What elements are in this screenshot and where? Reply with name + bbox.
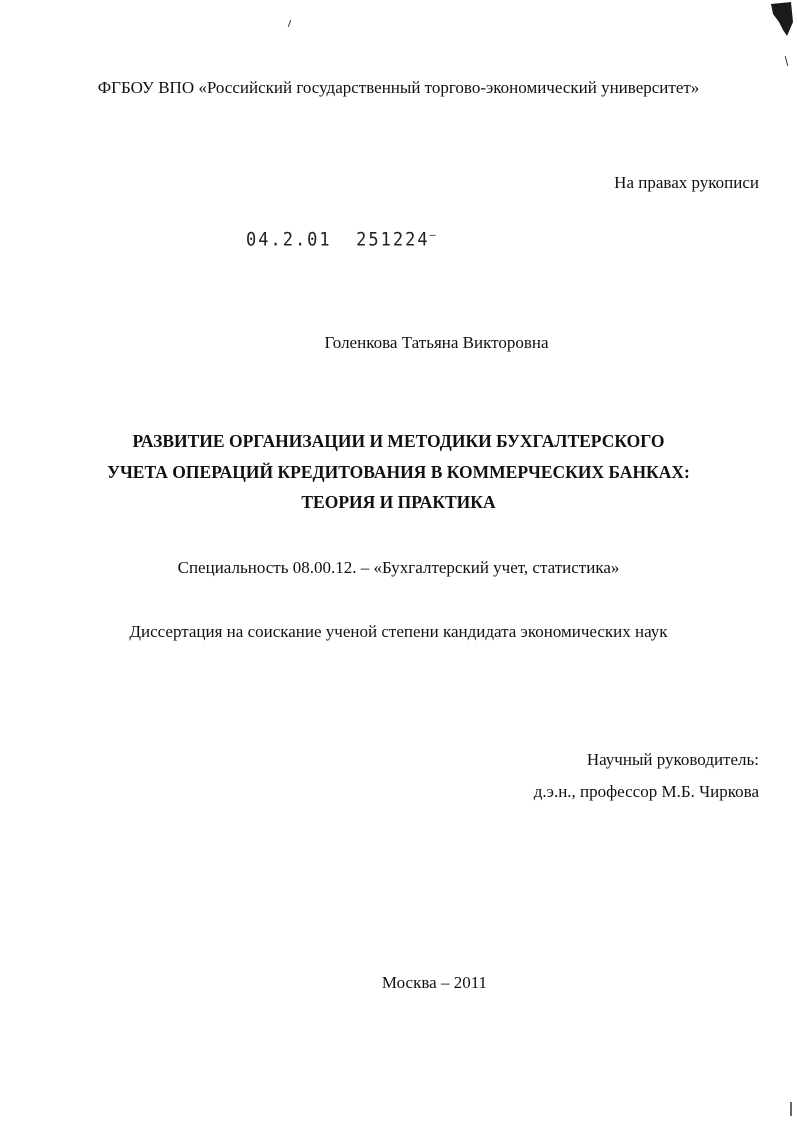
institution-header: ФГБОУ ВПО «Российский государственный торгово-экономический университет»: [97, 78, 700, 97]
scan-edge-mark: [785, 56, 789, 66]
specialty-line: Специальность 08.00.12. – «Бухгалтерский учет, статистика»: [177, 558, 620, 577]
manuscript-note: На правах рукописи: [614, 173, 759, 192]
dissertation-type: Диссертация на соискание ученой степени кандидата экономических наук: [129, 622, 668, 641]
scan-tick-mark: [288, 20, 291, 27]
place-and-year: Москва – 2011: [381, 973, 488, 992]
stamp-code-part1: 04.2.01: [246, 229, 332, 251]
title-line-3: ТЕОРИЯ И ПРАКТИКА: [301, 492, 496, 512]
supervisor-name: д.э.н., профессор М.Б. Чиркова: [533, 782, 759, 801]
title-line-2: УЧЕТА ОПЕРАЦИЙ КРЕДИТОВАНИЯ В КОММЕРЧЕСКИХ БАНКАХ:: [107, 461, 690, 482]
stamp-code-part2: 251224: [356, 229, 430, 251]
scan-blot-mark: [761, 0, 795, 40]
author-name: Голенкова Татьяна Викторовна: [324, 333, 549, 352]
title-line-1: РАЗВИТИЕ ОРГАНИЗАЦИИ И МЕТОДИКИ БУХГАЛТЕРСКОГО: [132, 431, 665, 451]
scan-edge-mark: [790, 1102, 792, 1116]
supervisor-label: Научный руководитель:: [586, 750, 759, 769]
registration-stamp: 04.2.01 251224–: [246, 229, 438, 251]
dissertation-title: [0, 426, 797, 518]
